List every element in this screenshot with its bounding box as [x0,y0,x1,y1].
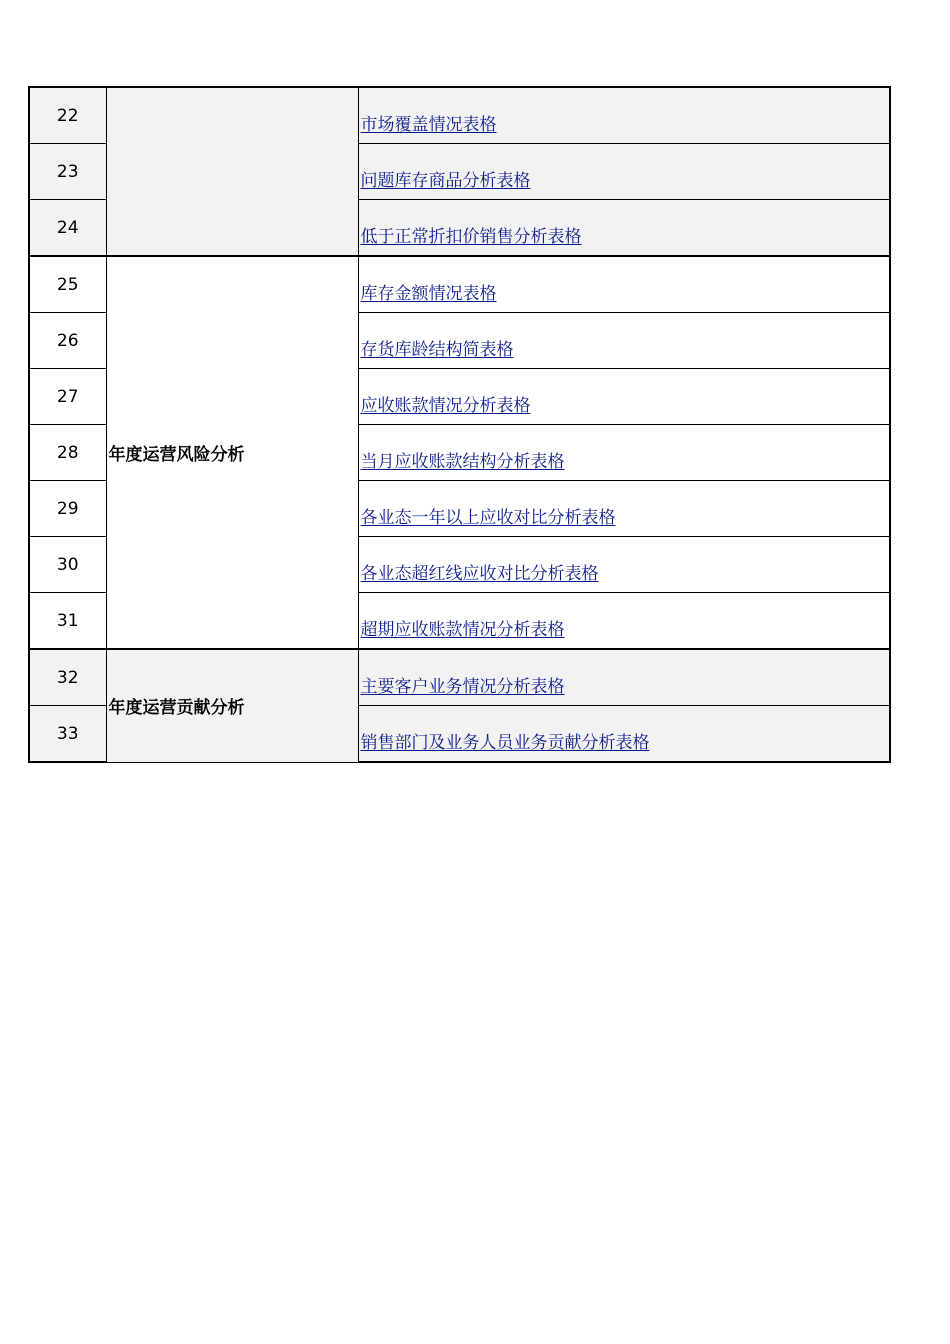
report-link[interactable]: 应收账款情况分析表格 [360,396,531,416]
row-number: 23 [29,144,106,200]
table-row [29,87,890,144]
row-number: 26 [29,313,106,369]
report-link[interactable]: 库存金额情况表格 [360,284,497,304]
category-cell [106,87,358,256]
report-index-table [28,86,891,763]
report-link-cell [358,144,890,200]
report-link[interactable]: 问题库存商品分析表格 [360,171,531,191]
table-row [29,649,890,706]
row-number: 32 [29,649,106,706]
report-link[interactable]: 市场覆盖情况表格 [360,115,497,135]
report-link[interactable]: 各业态一年以上应收对比分析表格 [360,508,616,528]
table-row [29,256,890,313]
row-number: 22 [29,87,106,144]
report-link-cell [358,313,890,369]
report-link[interactable]: 销售部门及业务人员业务贡献分析表格 [360,733,650,753]
report-link[interactable]: 存货库龄结构简表格 [360,340,514,360]
report-link-cell [358,706,890,763]
row-number: 29 [29,481,106,537]
report-link[interactable]: 各业态超红线应收对比分析表格 [360,564,599,584]
row-number: 30 [29,537,106,593]
category-cell: 年度运营风险分析 [106,256,358,649]
report-link[interactable]: 主要客户业务情况分析表格 [360,677,565,697]
report-link-cell [358,256,890,313]
row-number: 28 [29,425,106,481]
report-link[interactable]: 当月应收账款结构分析表格 [360,452,565,472]
report-link-cell [358,369,890,425]
spreadsheet-page [28,86,889,763]
report-link-cell [358,649,890,706]
report-link-cell [358,593,890,650]
row-number: 24 [29,200,106,257]
row-number: 27 [29,369,106,425]
report-link-cell [358,481,890,537]
report-link[interactable]: 超期应收账款情况分析表格 [360,620,565,640]
row-number: 25 [29,256,106,313]
report-link-cell [358,200,890,257]
report-link-cell [358,87,890,144]
row-number: 31 [29,593,106,650]
category-cell: 年度运营贡献分析 [106,649,358,762]
row-number: 33 [29,706,106,763]
report-link-cell [358,425,890,481]
report-link-cell [358,537,890,593]
report-link[interactable]: 低于正常折扣价销售分析表格 [360,227,582,247]
